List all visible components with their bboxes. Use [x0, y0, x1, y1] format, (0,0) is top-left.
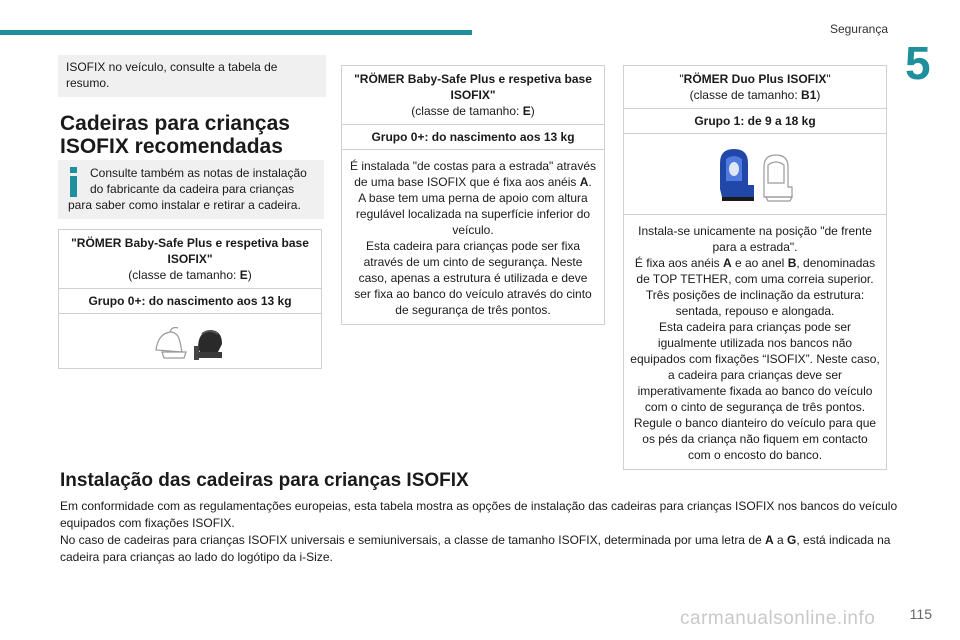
child-seat-forward-facing-icon [712, 141, 798, 207]
seat-description: É instalada "de costas para a estrada" através de uma base ISOFIX que é fixa aos anéis A. A base tem uma perna de apoio com altura regulável localizada na superfície inferior do veículo. Esta cadeira para crianças pode ser fixa através de um cinto de segurança. Neste caso, apenas a estrutura é utilizada e deve ser fixa ao banco do veículo através do cinto de segurança de três pontos. [350, 159, 596, 317]
heading-install-isofix: Instalação das cadeiras para crianças ISOFIX [60, 470, 469, 491]
seat-group: Grupo 0+: do nascimento aos 13 kg [59, 289, 321, 314]
seat-description: Instala-se unicamente na posição "de frente para a estrada". É fixa aos anéis A e ao anel B, denominadas de TOP TETHER, com uma correia superior. Três posições de inclinação da estrutura: sentada, repouso e alongada. Esta cadeira para crianças pode ser igualmente utilizada nos bancos não equipados com fixações “ISOFIX”. Neste caso, a cadeira para crianças deve ser imperativamente fixada ao banco do veículo com o cinto de segurança de três pontos. Regule o banco dianteiro do veículo para que os pés da criança não fiquem em contacto com o encosto do banco. [630, 224, 880, 462]
install-paragraph: Em conformidade com as regulamentações europeias, esta tabela mostra as opções de instalação das cadeiras para crianças ISOFIX nos bancos do veículo equipados com fixações ISOFIX. No caso de cadeiras para crianças ISOFIX universais e semiuniversais, a classe de tamanho ISOFIX, determinada por uma letra de A a G, está indicada na cadeira para crianças ao lado do logótipo da i-Size. [60, 499, 898, 564]
seat-card-title: "RÖMER Baby-Safe Plus e respetiva base ISOFIX" [71, 236, 309, 266]
seat-card-title: "RÖMER Baby-Safe Plus e respetiva base ISOFIX" [354, 72, 592, 102]
seat-size-class: (classe de tamanho: B1) [689, 88, 821, 102]
chapter-number: 5 [905, 37, 931, 89]
info-note-text: Consulte também as notas de instalação do fabricante da cadeira para crianças para saber como instalar e retirar a cadeira. [68, 166, 307, 212]
seat-group: Grupo 1: de 9 a 18 kg [624, 109, 886, 134]
baby-seat-with-base-icon [152, 320, 228, 362]
seat-illustration [59, 314, 321, 368]
watermark: carmanualsonline.info [680, 608, 876, 629]
seat-size-class: (classe de tamanho: E) [411, 104, 535, 118]
seat-size-class: (classe de tamanho: E) [128, 268, 252, 282]
seat-group: Grupo 0+: do nascimento aos 13 kg [342, 125, 604, 150]
info-note [58, 160, 324, 219]
seat-illustration [624, 134, 886, 215]
header-accent-bar [0, 30, 472, 35]
section-title: Segurança [829, 22, 888, 36]
info-icon [66, 167, 82, 197]
seat-card-middle [341, 65, 605, 325]
seat-card-right [623, 65, 887, 470]
heading-recommended-seats: Cadeiras para crianças ISOFIX recomendadas [60, 112, 290, 158]
page-number: 115 [909, 606, 932, 622]
seat-card-title: "RÖMER Duo Plus ISOFIX" [679, 72, 831, 86]
note-box-top: ISOFIX no veículo, consulte a tabela de resumo. [58, 55, 326, 97]
seat-card-left [58, 229, 322, 369]
